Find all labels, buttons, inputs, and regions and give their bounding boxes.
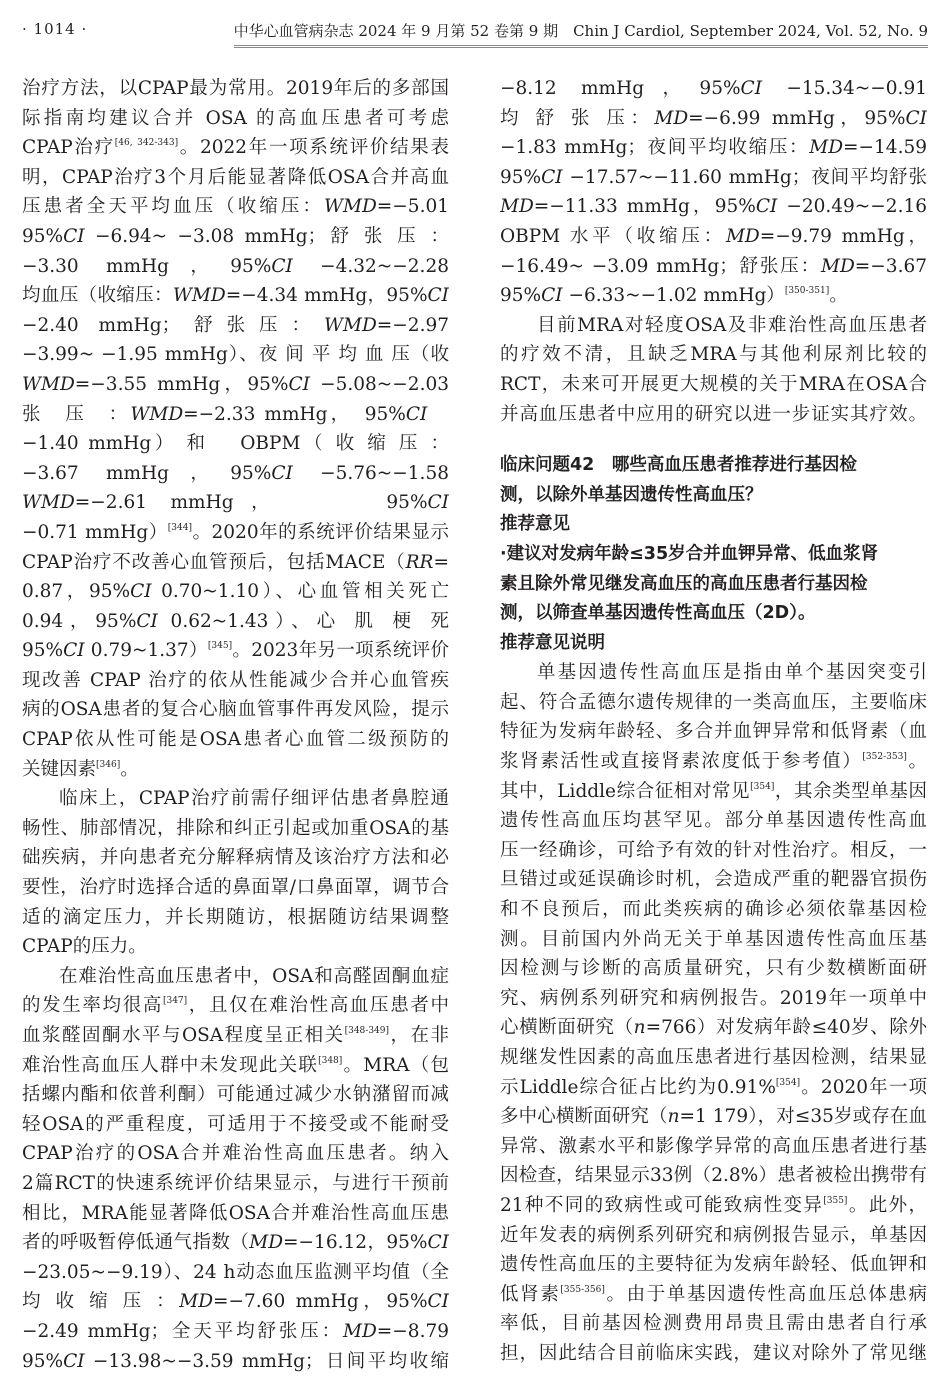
text-line <box>22 518 449 548</box>
text-line <box>22 1317 449 1347</box>
text-run: 现改善 CPAP 治疗的依从性能减少合并心血管疾 <box>22 669 449 691</box>
text-run: =−2.33 mmHg， 95% <box>183 403 406 425</box>
text-run: 础疾病，并向患者充分解释病情及该治疗方法和必 <box>22 847 449 869</box>
paragraph <box>22 74 449 784</box>
text-run: =−2.97 <box>376 314 449 336</box>
text-run: 心横断面研究（ <box>500 1017 634 1039</box>
italic-symbol: CI <box>63 640 85 662</box>
text-line <box>22 636 449 666</box>
text-run: =−11.33 mmHg，95% <box>533 196 756 218</box>
italic-symbol: CI <box>130 581 152 603</box>
italic-symbol: MD <box>343 1320 377 1342</box>
italic-symbol: WMD <box>22 373 75 395</box>
text-run: −15.34~−0.91 <box>786 78 927 99</box>
text-line <box>500 865 927 895</box>
italic-symbol: RR <box>405 551 434 573</box>
text-line <box>22 548 449 578</box>
italic-symbol: MD <box>179 1291 214 1313</box>
text-line <box>22 488 449 518</box>
text-line <box>500 954 927 984</box>
text-run: −2.40 mmHg；舒张压： <box>22 314 324 336</box>
text-run: 临床问题42 哪些高血压患者推荐进行基因检 <box>500 455 857 476</box>
text-run: 0.62~1.43）、心 肌 梗 死 <box>170 610 449 632</box>
text-line <box>500 1221 927 1251</box>
text-line <box>22 695 449 725</box>
page-number: · 1014 · <box>22 20 88 38</box>
italic-symbol: CI <box>63 1350 85 1372</box>
text-run: −23.05~−9.19）、24 h动态血压监测平均值（全 <box>22 1261 449 1283</box>
text-run: =1 179），对≤35岁或存在血 <box>679 1106 927 1128</box>
text-run: 括螺内酯和依普利酮）可能通过减少水钠潴留而减 <box>22 1084 449 1106</box>
italic-symbol: CI <box>427 285 449 307</box>
text-run: 。2022年一项系统评价结果表 <box>178 137 449 159</box>
text-line <box>500 717 927 747</box>
text-line <box>500 1250 927 1280</box>
text-line <box>500 895 927 925</box>
text-run: 95% <box>500 285 542 307</box>
text-line <box>500 1102 927 1132</box>
text-line <box>22 192 449 222</box>
text-run: =−2.61 mmHg， 95% <box>74 492 428 514</box>
text-line <box>22 1228 449 1258</box>
citation-reference: [354] <box>775 1077 801 1088</box>
italic-symbol: n <box>633 1017 646 1039</box>
text-run: =−8.79 <box>376 1320 449 1342</box>
text-line <box>22 991 449 1021</box>
text-line <box>500 629 927 659</box>
text-run: 遗传性高血压的主要特征为发病年龄轻、低血钾和 <box>500 1254 927 1276</box>
italic-symbol: MD <box>249 1232 284 1254</box>
text-run: −6.33~−1.02 mmHg） <box>562 285 785 307</box>
italic-symbol: WMD <box>172 285 226 307</box>
text-run: 0.70~1.10）、心血管相关死亡 <box>161 581 449 603</box>
text-line <box>500 1191 927 1221</box>
text-line <box>22 1110 449 1140</box>
paragraph <box>22 784 449 962</box>
text-line <box>22 1080 449 1110</box>
text-line <box>22 1258 449 1288</box>
text-line <box>22 873 449 903</box>
text-run: 21种不同的致病性或可能致病性变异 <box>500 1194 824 1216</box>
text-line <box>500 1339 927 1369</box>
italic-symbol: CI <box>427 492 449 514</box>
text-run: 浆肾素活性或直接肾素浓度低于参考值） <box>500 751 863 773</box>
italic-symbol: CI <box>63 225 85 247</box>
text-run: 率低，目前基因检测费用昂贵且需由患者自行承 <box>500 1313 927 1335</box>
text-run: 均血压（收缩压： <box>22 285 173 307</box>
text-run: 95% <box>22 640 64 662</box>
text-run: 轻OSA的严重程度，可适用于不接受或不能耐受 <box>22 1113 449 1135</box>
italic-symbol: CI <box>136 610 158 632</box>
citation-reference: [350-351] <box>784 286 830 297</box>
text-line <box>500 1132 927 1162</box>
italic-symbol: CI <box>271 255 293 277</box>
text-line <box>500 836 927 866</box>
text-run: 多中心横断面研究（ <box>500 1106 668 1128</box>
text-run: 临床上，CPAP治疗前需仔细评估患者鼻腔通 <box>59 788 449 810</box>
text-run: −3.99~ −1.95 mmHg）、夜 间 平 均 血 压（收 <box>22 344 449 366</box>
italic-symbol: MD <box>821 255 855 277</box>
text-run: 低肾素 <box>500 1283 561 1305</box>
text-line <box>500 400 927 430</box>
text-run: 遗传性高血压均甚罕见。部分单基因遗传性高血 <box>500 810 927 832</box>
text-line <box>22 222 449 252</box>
text-run: 。2020年的系统评价结果显示 <box>191 521 449 543</box>
text-line <box>22 459 449 489</box>
text-line <box>22 814 449 844</box>
text-run: 0.87，95% <box>22 581 131 603</box>
text-run: 推荐意见 <box>500 514 570 535</box>
text-run: −5.76~−1.58 <box>320 462 449 484</box>
text-run: 病的OSA患者的复合心脑血管事件再发风险，提示 <box>22 699 449 721</box>
text-line <box>500 252 927 282</box>
text-line <box>500 599 927 629</box>
text-line <box>500 688 927 718</box>
text-line <box>500 570 927 600</box>
running-header: 中华心血管病杂志 2024 年 9 月第 52 卷第 9 期 Chin J Cardiol, September 2024, Vol. 52, No. 9 <box>234 20 928 48</box>
text-run: =−9.79 mmHg， <box>759 225 927 247</box>
text-line <box>22 340 449 370</box>
text-line <box>500 370 927 400</box>
text-line <box>22 725 449 755</box>
text-run: 0.94，95% <box>22 610 137 632</box>
text-run: 规继发性因素的高血压患者进行基因检测，结果显 <box>500 1047 927 1068</box>
recommendation <box>500 540 927 658</box>
text-line <box>500 777 927 807</box>
text-run: 单基因遗传性高血压是指由单个基因突变引 <box>537 662 927 684</box>
text-run: 。MRA（包 <box>342 1054 449 1076</box>
italic-symbol: MD <box>809 137 844 159</box>
left-column <box>22 74 449 1376</box>
text-line <box>500 192 927 222</box>
paragraph <box>500 311 927 429</box>
text-line <box>500 1309 927 1339</box>
text-line <box>22 1169 449 1199</box>
text-run: 因检测与诊断的高质量研究，只有少数横断面研 <box>500 958 927 980</box>
text-run: 因检查，结果显示33例（2.8%）患者被检出携带有 <box>500 1165 927 1187</box>
section-heading <box>500 451 927 540</box>
italic-symbol: CI <box>405 403 428 425</box>
italic-symbol: MD <box>654 107 689 129</box>
text-run: =−14.59 <box>843 137 927 159</box>
text-run: =766）对发病年龄≤40岁、除外 <box>645 1017 927 1039</box>
text-run: 。 <box>906 751 927 773</box>
text-run: 相比，MRA能显著降低OSA合并难治性高血压患 <box>22 1202 449 1224</box>
text-line <box>500 1013 927 1043</box>
text-run: 张 压 ： <box>22 403 131 425</box>
citation-reference: [355] <box>823 1195 848 1206</box>
text-run: 均 舒 张 压： <box>500 107 655 129</box>
text-run: 。由于单基因遗传性高血压总体患病 <box>604 1283 927 1305</box>
text-line <box>22 784 449 814</box>
text-run: 治疗方法，以CPAP最为常用。2019年后的多部国 <box>22 78 449 99</box>
italic-symbol: CI <box>905 107 927 129</box>
text-line <box>500 163 927 193</box>
citation-reference: [344] <box>167 522 192 533</box>
italic-symbol: CI <box>271 462 293 484</box>
text-run: 95% <box>22 1350 64 1372</box>
citation-reference: [347] <box>162 996 188 1007</box>
italic-symbol: WMD <box>324 314 377 336</box>
text-run: 素且除外常见继发高血压的高血压患者行基因检 <box>500 573 868 594</box>
text-run: −3.30 mmHg，95% <box>22 255 272 277</box>
text-line <box>22 903 449 933</box>
citation-reference: [345] <box>207 641 233 652</box>
text-line <box>22 281 449 311</box>
text-run: =−7.60 mmHg，95% <box>213 1291 428 1313</box>
text-line <box>22 577 449 607</box>
paragraph <box>22 962 449 1376</box>
text-line <box>500 451 927 481</box>
text-run: −5.08~−2.03 <box>320 373 449 395</box>
text-run: −1.83 mmHg；夜间平均收缩压： <box>500 137 810 159</box>
text-run: =−3.55 mmHg，95% <box>74 373 289 395</box>
text-run: −20.49~−2.16 <box>786 196 927 218</box>
text-run: 在难治性高血压患者中，OSA和高醛固酮血症 <box>59 965 449 987</box>
citation-reference: [46, 342-343] <box>114 138 179 149</box>
text-run: CPAP治疗 <box>22 137 115 159</box>
italic-symbol: CI <box>755 196 778 218</box>
text-run: 特征为发病年龄轻、多合并血钾异常和低肾素（血 <box>500 721 927 743</box>
text-run: 究、病例系列研究和病例报告。2019年一项单中 <box>500 987 927 1009</box>
text-run: 。2023年另一项系统评价 <box>232 640 449 662</box>
text-line <box>500 510 927 540</box>
text-run: RCT，未来可开展更大规模的关于MRA在OSA合 <box>500 373 927 395</box>
text-run: 适的滴定压力，并长期随访，根据随访结果调整 <box>22 906 449 928</box>
text-run: 畅性、肺部情况，排除和纠正引起或加重OSA的基 <box>22 817 449 839</box>
italic-symbol: n <box>667 1106 680 1128</box>
text-run: −2.49 mmHg；全天平均舒张压： <box>22 1320 344 1342</box>
text-run: 测。目前国内外尚无关于单基因遗传性高血压基 <box>500 928 927 950</box>
text-line <box>500 481 927 511</box>
text-run: ，在非 <box>389 1025 449 1046</box>
italic-symbol: CI <box>288 373 310 395</box>
text-run: 血浆醛固酮水平与OSA程度呈正相关 <box>22 1025 345 1046</box>
text-run: 旦错过或延误确诊时机，会造成严重的靶器官损伤 <box>500 869 927 891</box>
italic-symbol: CI <box>541 285 563 307</box>
text-run: 要性，治疗时选择合适的鼻面罩/口鼻面罩，调节合 <box>22 877 449 899</box>
text-run: −1.40 mmHg） 和 OBPM（ 收 缩 压 ： <box>22 433 449 455</box>
text-run: ，且仅在难治性高血压患者中 <box>187 995 449 1017</box>
text-run: 并高血压患者中应用的研究以进一步证实其疗效。 <box>500 403 927 425</box>
text-run: 的发生率均很高 <box>22 995 163 1017</box>
text-line <box>500 1161 927 1191</box>
text-run: CPAP治疗的OSA合并难治性高血压患者。纳入 <box>22 1143 449 1165</box>
text-run: CPAP依从性可能是OSA患者心血管二级预防的 <box>22 729 449 751</box>
text-run: −17.57~−11.60 mmHg；夜间平均舒张 <box>569 166 927 188</box>
text-line <box>22 74 449 104</box>
text-line <box>500 747 927 777</box>
text-line <box>22 607 449 637</box>
paragraph <box>500 74 927 311</box>
text-run: 异常、激素水平和影像学异常的高血压患者进行基 <box>500 1135 927 1157</box>
text-run: 明，CPAP治疗3个月后能显著降低OSA合并高血 <box>22 166 449 188</box>
text-line <box>500 984 927 1014</box>
text-line <box>500 104 927 134</box>
text-run: 测，以筛查单基因遗传性高血压（2D）。 <box>500 603 816 624</box>
text-run: ，其余类型单基因 <box>774 780 927 802</box>
citation-reference: [352-353] <box>862 752 907 763</box>
text-line <box>500 74 927 104</box>
text-line <box>22 843 449 873</box>
italic-symbol: WMD <box>130 403 184 425</box>
text-run: 目前MRA对轻度OSA及非难治性高血压患者 <box>537 314 927 336</box>
text-line <box>22 755 449 785</box>
text-run: 示Liddle综合征占比约为0.91% <box>500 1076 776 1098</box>
text-line <box>22 400 449 430</box>
text-line <box>500 1280 927 1310</box>
text-run: 关键因素 <box>22 758 97 780</box>
text-run: 2篇RCT的快速系统评价结果显示，与进行干预前 <box>22 1172 449 1194</box>
citation-reference: [354] <box>750 781 775 792</box>
text-line <box>500 340 927 370</box>
text-line <box>500 222 927 252</box>
text-line <box>22 1021 449 1051</box>
italic-symbol: MD <box>725 225 760 247</box>
text-run: =−6.99 mmHg，95% <box>688 107 906 129</box>
text-run: −13.98~−3.59 mmHg；日间平均收缩 <box>92 1350 449 1372</box>
text-run: 的疗效不清，且缺乏MRA与其他利尿剂比较的 <box>500 344 927 366</box>
text-run: 95% <box>500 166 542 188</box>
text-run: 0.79~1.37） <box>84 640 208 662</box>
text-line <box>22 1051 449 1081</box>
text-line <box>500 133 927 163</box>
text-run: 。 <box>829 285 848 307</box>
text-line <box>500 281 927 311</box>
citation-reference: [355-356] <box>560 1284 605 1295</box>
text-line <box>22 429 449 459</box>
text-line <box>22 666 449 696</box>
text-run: =−4.34 mmHg，95% <box>225 285 428 307</box>
italic-symbol: CI <box>427 1232 449 1254</box>
text-run: −6.94~ −3.08 mmHg；舒 张 压 ： <box>84 225 449 247</box>
italic-symbol: CI <box>740 78 763 99</box>
text-run: CPAP治疗不改善心血管预后，包括MACE（ <box>22 551 406 573</box>
text-line <box>500 1043 927 1073</box>
text-run: = <box>433 551 449 573</box>
text-line <box>22 370 449 400</box>
text-line <box>22 163 449 193</box>
text-line <box>500 925 927 955</box>
text-line <box>22 252 449 282</box>
text-line <box>500 540 927 570</box>
text-line <box>500 1073 927 1103</box>
text-run: 95% <box>22 225 64 247</box>
text-run: 推荐意见说明 <box>500 632 605 653</box>
text-line <box>22 932 449 962</box>
text-line <box>22 1199 449 1229</box>
text-run: =−16.12，95% <box>283 1232 428 1254</box>
text-run: ·建议对发病年龄≤35岁合并血钾异常、低血浆肾 <box>500 543 879 564</box>
citation-reference: [346] <box>96 759 121 770</box>
text-run: 。此外， <box>847 1194 927 1216</box>
citation-reference: [348-349] <box>344 1026 390 1036</box>
text-run: 者的呼吸暂停低通气指数（ <box>22 1232 250 1254</box>
text-run: OBPM 水平（收缩压： <box>500 225 726 247</box>
text-run: 压患者全天平均血压（收缩压： <box>22 196 324 218</box>
text-run: 压一经确诊，可给予有效的针对性治疗。相反，一 <box>500 839 927 861</box>
text-run: −3.67 mmHg，95% <box>22 462 272 484</box>
italic-symbol: MD <box>500 196 534 218</box>
text-line <box>22 1139 449 1169</box>
italic-symbol: CI <box>541 166 563 188</box>
italic-symbol: CI <box>427 1291 449 1313</box>
text-run: 测，以除外单基因遗传性高血压？ <box>500 484 763 505</box>
right-column <box>500 74 927 1369</box>
text-run: 难治性高血压人群中未发现此关联 <box>22 1054 319 1076</box>
italic-symbol: WMD <box>324 196 377 218</box>
text-run: 均 收 缩 压 ： <box>22 1291 180 1313</box>
text-run: 和不良预后，而此类疾病的确诊必须依靠基因检 <box>500 899 927 921</box>
text-run: 近年发表的病例系列研究和病例报告显示，单基因 <box>500 1224 927 1246</box>
text-run: −8.12 mmHg，95% <box>500 78 741 99</box>
text-line <box>22 104 449 134</box>
text-run: 际指南均建议合并 OSA 的高血压患者可考虑 <box>22 107 449 129</box>
text-line <box>500 806 927 836</box>
text-run: 。2020年一项 <box>800 1076 927 1098</box>
italic-symbol: WMD <box>22 492 75 514</box>
text-line <box>500 658 927 688</box>
text-run: −16.49~ −3.09 mmHg；舒张压： <box>500 255 822 277</box>
paragraph <box>500 658 927 1368</box>
text-run: 担，因此结合目前临床实践，建议对除外了常见继 <box>500 1342 927 1364</box>
text-run: 其中，Liddle综合征相对常见 <box>500 780 751 802</box>
text-line <box>22 311 449 341</box>
text-run: 。 <box>120 758 139 780</box>
text-run: CPAP的压力。 <box>22 936 147 958</box>
text-run: =−5.01 <box>376 196 449 218</box>
text-run: −0.71 mmHg） <box>22 521 168 543</box>
text-line <box>500 311 927 341</box>
text-line <box>22 1287 449 1317</box>
text-line <box>22 133 449 163</box>
text-line <box>22 1347 449 1377</box>
text-run: −4.32~−2.28 <box>320 255 449 277</box>
text-run: 起、符合孟德尔遗传规律的一类高血压，主要临床 <box>500 691 927 713</box>
text-run: =−3.67 <box>854 255 927 277</box>
citation-reference: [348] <box>318 1055 343 1066</box>
text-line <box>22 962 449 992</box>
